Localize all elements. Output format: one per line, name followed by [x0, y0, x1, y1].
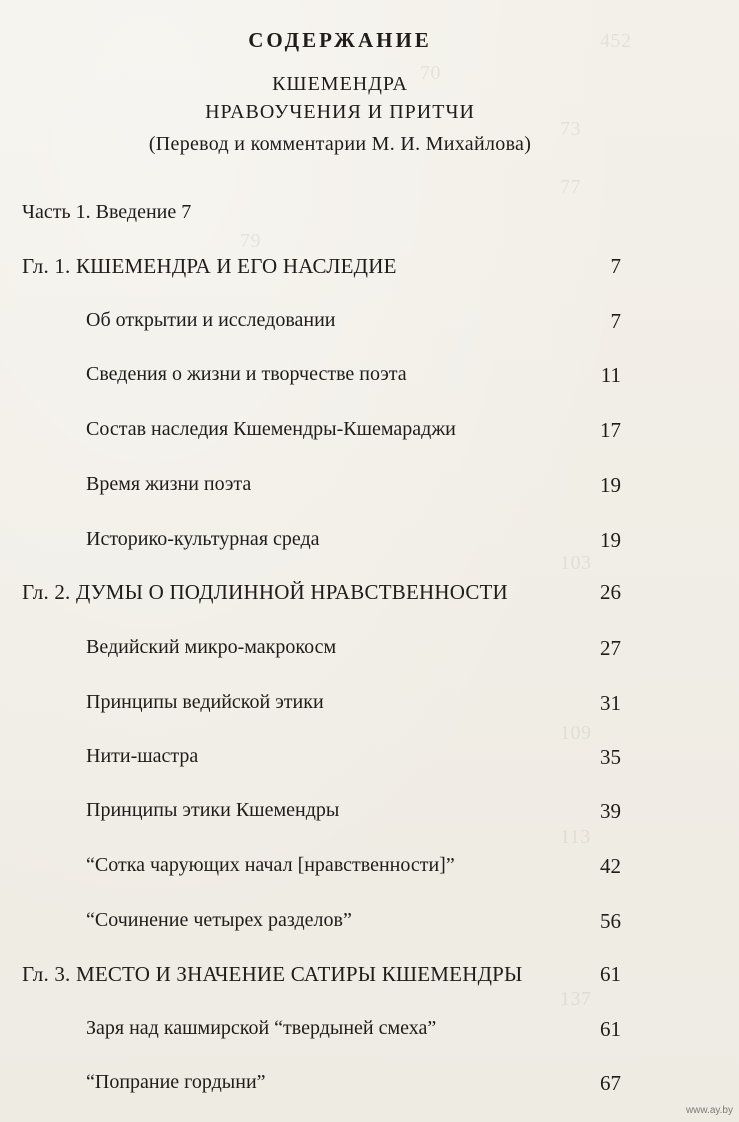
toc-entry-label: Состав наследия Кшемендры-Кшемараджи [86, 418, 456, 440]
toc-entry-page: 27 [600, 636, 621, 660]
toc-entry-label: Время жизни поэта [86, 473, 252, 495]
show-through-texture: 77 [560, 176, 581, 198]
toc-entry-page: 35 [600, 745, 621, 769]
toc-entry-page: 61 [600, 962, 621, 986]
show-through-texture: 73 [560, 118, 581, 140]
toc-section [0, 745, 739, 775]
show-through-texture: 137 [560, 988, 592, 1010]
show-through-texture: 113 [560, 826, 591, 848]
toc-section [0, 363, 739, 393]
toc-section [0, 799, 739, 829]
toc-entry-page: 56 [600, 909, 621, 933]
toc-entry-page: 7 [610, 254, 621, 278]
toc-entry-label: Об открытии и исследовании [86, 309, 336, 331]
translator-note: (Перевод и комментарии М. И. Михайлова) [148, 133, 532, 155]
author-heading: КШЕМЕНДРА [272, 73, 408, 95]
toc-entry-label: Заря над кашмирской “твердыней смеха” [86, 1017, 437, 1039]
toc-entry-label: “Сочинение четырех разделов” [86, 909, 352, 931]
show-through-texture: 70 [420, 62, 441, 84]
site-watermark: www.ay.by [685, 1105, 733, 1116]
toc-entry-page: 42 [600, 854, 621, 878]
toc-section [0, 418, 739, 448]
toc-entry-page: 11 [600, 363, 621, 387]
toc-chapter-3 [0, 962, 739, 992]
toc-entry-label: “Сотка чарующих начал [нравственности]” [86, 854, 455, 876]
toc-chapter-2 [0, 580, 739, 610]
toc-section [0, 691, 739, 721]
toc-entry-label: Гл. 2. ДУМЫ О ПОДЛИННОЙ НРАВСТВЕННОСТИ [22, 580, 508, 604]
toc-entry-page: 19 [600, 473, 621, 497]
toc-section [0, 1017, 739, 1047]
toc-section [0, 909, 739, 939]
toc-entry-page: 19 [600, 528, 621, 552]
show-through-texture: 109 [560, 722, 592, 744]
contents-heading: СОДЕРЖАНИЕ [248, 28, 432, 52]
show-through-texture: 452 [600, 30, 632, 52]
toc-section [0, 528, 739, 558]
toc-entry-page: 61 [600, 1017, 621, 1041]
toc-entry-page: 31 [600, 691, 621, 715]
toc-section [0, 1071, 739, 1101]
show-through-texture: 79 [240, 230, 261, 252]
toc-entry-page: 67 [600, 1071, 621, 1095]
toc-entry-page: 17 [600, 418, 621, 442]
toc-entry-page: 26 [600, 580, 621, 604]
part-label: Часть 1. Введение [22, 201, 177, 223]
work-title: НРАВОУЧЕНИЯ И ПРИТЧИ [205, 101, 475, 123]
show-through-texture: 103 [560, 552, 592, 574]
toc-entry-label: Историко-культурная среда [86, 528, 320, 550]
toc-entry-label: Ведийский микро-макрокосм [86, 636, 337, 658]
toc-entry-label: Гл. 1. КШЕМЕНДРА И ЕГО НАСЛЕДИЕ [22, 254, 397, 278]
toc-section [0, 854, 739, 884]
toc-entry-label: Принципы ведийской этики [86, 691, 324, 713]
toc-chapter-1 [0, 254, 739, 284]
toc-section [0, 309, 739, 339]
toc-entry-label: Нити-шастра [86, 745, 199, 767]
toc-entry-label: Принципы этики Кшемендры [86, 799, 340, 821]
toc-entry-label: Сведения о жизни и творчестве поэта [86, 363, 407, 385]
toc-entry-page: 7 [610, 309, 621, 333]
toc-section [0, 636, 739, 666]
toc-entry-label: Гл. 3. МЕСТО И ЗНАЧЕНИЕ САТИРЫ КШЕМЕНДРЫ [22, 962, 523, 986]
toc-entry-label: “Попрание гордыни” [86, 1071, 266, 1093]
part-heading [22, 201, 191, 224]
toc-section [0, 473, 739, 503]
part-page-number: 7 [181, 201, 192, 223]
toc-entry-page: 39 [600, 799, 621, 823]
